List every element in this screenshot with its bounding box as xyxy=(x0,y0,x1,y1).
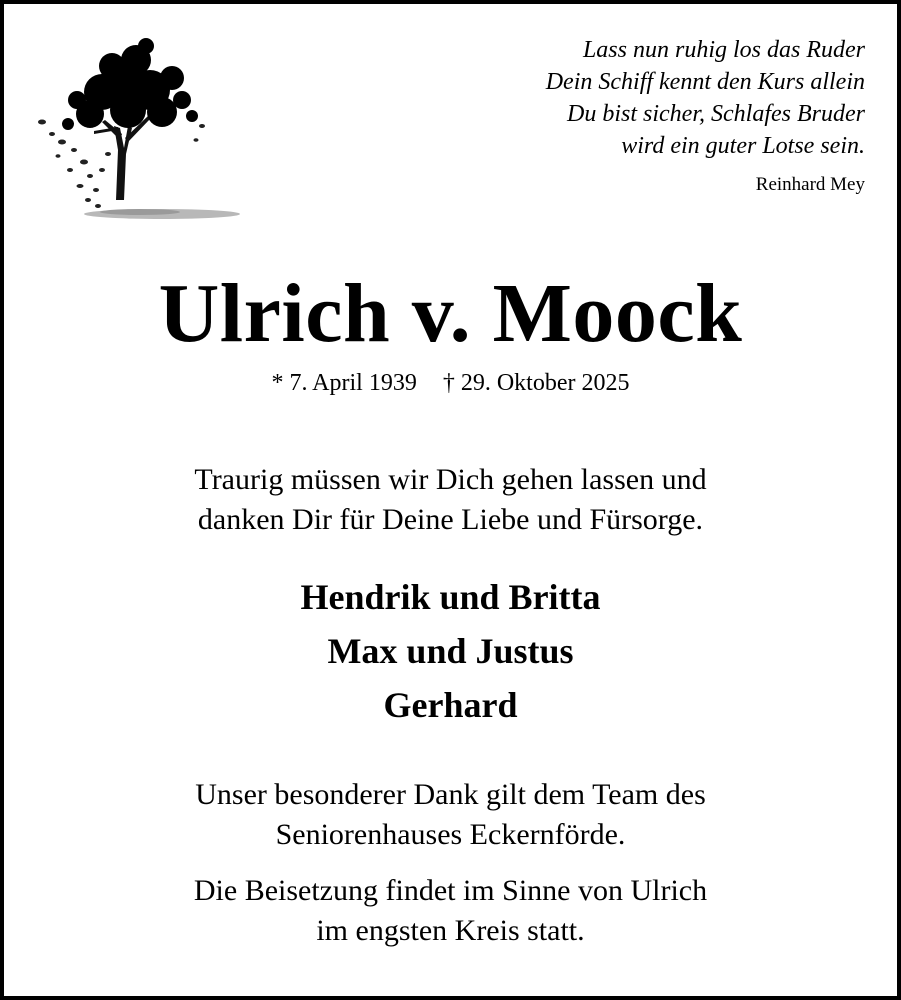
mourners-list xyxy=(4,570,897,732)
poem-line: Lass nun ruhig los das Ruder xyxy=(582,37,865,63)
mourner-name: Gerhard xyxy=(383,685,518,725)
special-thanks-line: Seniorenhauses Eckernförde. xyxy=(275,818,626,851)
thanks-line: danken Dir für Deine Liebe und Fürsorge. xyxy=(197,503,704,536)
mourner-name: Max und Justus xyxy=(327,631,574,671)
death-date: † 29. Oktober 2025 xyxy=(442,370,630,396)
poem-verse xyxy=(546,34,865,162)
poem-line: wird ein guter Lotse sein. xyxy=(621,133,865,159)
poem-author: Reinhard Mey xyxy=(755,174,865,195)
poem-line: Du bist sicher, Schlafes Bruder xyxy=(567,101,865,127)
burial-note xyxy=(4,871,897,951)
burial-note-line: im engsten Kreis statt. xyxy=(316,914,585,947)
special-thanks xyxy=(4,775,897,855)
special-thanks-line: Unser besonderer Dank gilt dem Team des xyxy=(195,778,706,811)
tree-with-falling-leaves-icon xyxy=(32,30,242,226)
poem-line: Dein Schiff kennt den Kurs allein xyxy=(545,69,865,95)
burial-note-line: Die Beisetzung findet im Sinne von Ulrich xyxy=(193,874,708,907)
mourner-name: Hendrik und Britta xyxy=(300,577,601,617)
thanks-line: Traurig müssen wir Dich gehen lassen und xyxy=(194,463,707,496)
life-dates xyxy=(4,368,897,398)
birth-date: * 7. April 1939 xyxy=(271,370,417,396)
thanks-text xyxy=(4,460,897,540)
deceased-name: Ulrich v. Moock xyxy=(158,267,743,360)
